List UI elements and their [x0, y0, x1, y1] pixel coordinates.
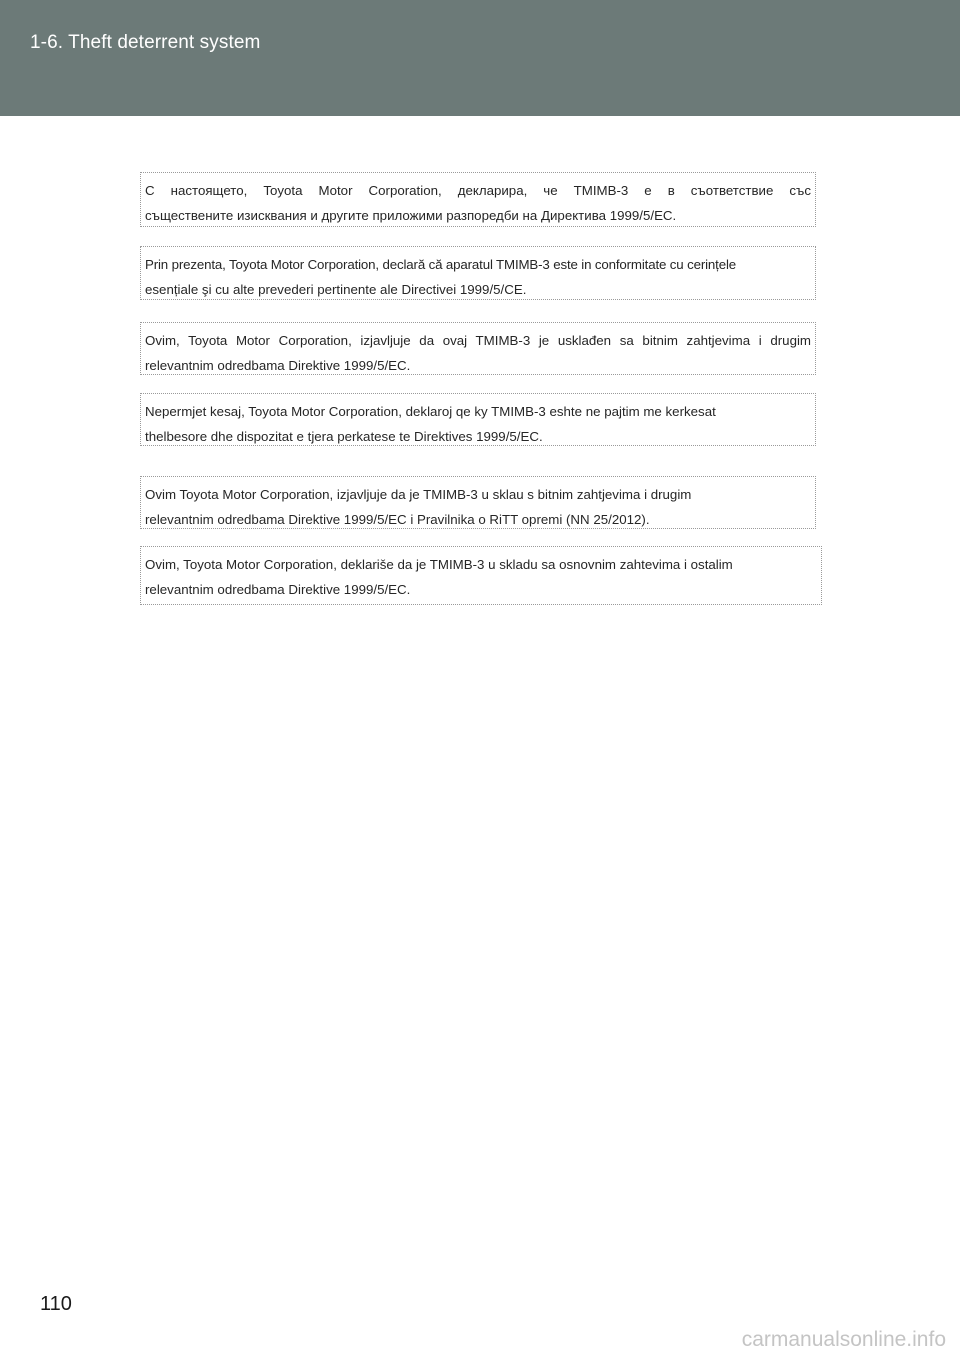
declaration-text-line: Ovim Toyota Motor Corporation, izjavljuje da je TMIMB-3 u sklau s bitnim zahtjevima i drugim	[145, 487, 692, 502]
declaration-romanian	[140, 246, 816, 300]
section-title: 1-6. Theft deterrent system	[30, 32, 261, 53]
watermark: carmanualsonline.info	[741, 1328, 946, 1351]
page-header	[0, 0, 960, 116]
declaration-text-line: Prin prezenta, Toyota Motor Corporation, declară că aparatul TMIMB-3 este in conformitate cu cerințele	[145, 257, 736, 272]
declaration-text-line: Nepermjet kesaj, Toyota Motor Corporation, deklaroj qe ky TMIMB-3 eshte ne pajtim me kerkesat	[145, 404, 716, 419]
declaration-bosnian	[140, 322, 816, 375]
declaration-text-line: съществените изисквания и другите приложими разпоредби на Директива 1999/5/EC.	[145, 208, 677, 223]
page-number: 110	[40, 1293, 72, 1315]
declaration-text-line: Ovim, Toyota Motor Corporation, deklariše da je TMIMB-3 u skladu sa osnovnim zahtevima i ostalim	[145, 557, 733, 572]
declaration-text-line: relevantnim odredbama Direktive 1999/5/EC.	[145, 582, 411, 597]
declaration-bulgarian	[140, 172, 816, 227]
declaration-serbian	[140, 546, 822, 605]
declaration-text-line: relevantnim odredbama Direktive 1999/5/EC.	[145, 358, 411, 373]
declaration-text-line: relevantnim odredbama Direktive 1999/5/EC i Pravilnika o RiTT opremi (NN 25/2012).	[145, 512, 650, 527]
declaration-text-line: Ovim, Toyota Motor Corporation, izjavljuje da ovaj TMIMB-3 je usklađen sa bitnim zahtjevima i drugim	[145, 333, 811, 348]
declaration-text-line: esențiale şi cu alte prevederi pertinente ale Directivei 1999/5/CE.	[145, 282, 527, 297]
declaration-text-line: thelbesore dhe dispozitat e tjera perkatese te Direktives 1999/5/EC.	[145, 429, 543, 444]
declaration-albanian	[140, 393, 816, 446]
declaration-text-line: С настоящето, Toyota Motor Corporation, декларира, че TMIMB-3 е в съответствие със	[145, 183, 811, 198]
declaration-croatian	[140, 476, 816, 529]
